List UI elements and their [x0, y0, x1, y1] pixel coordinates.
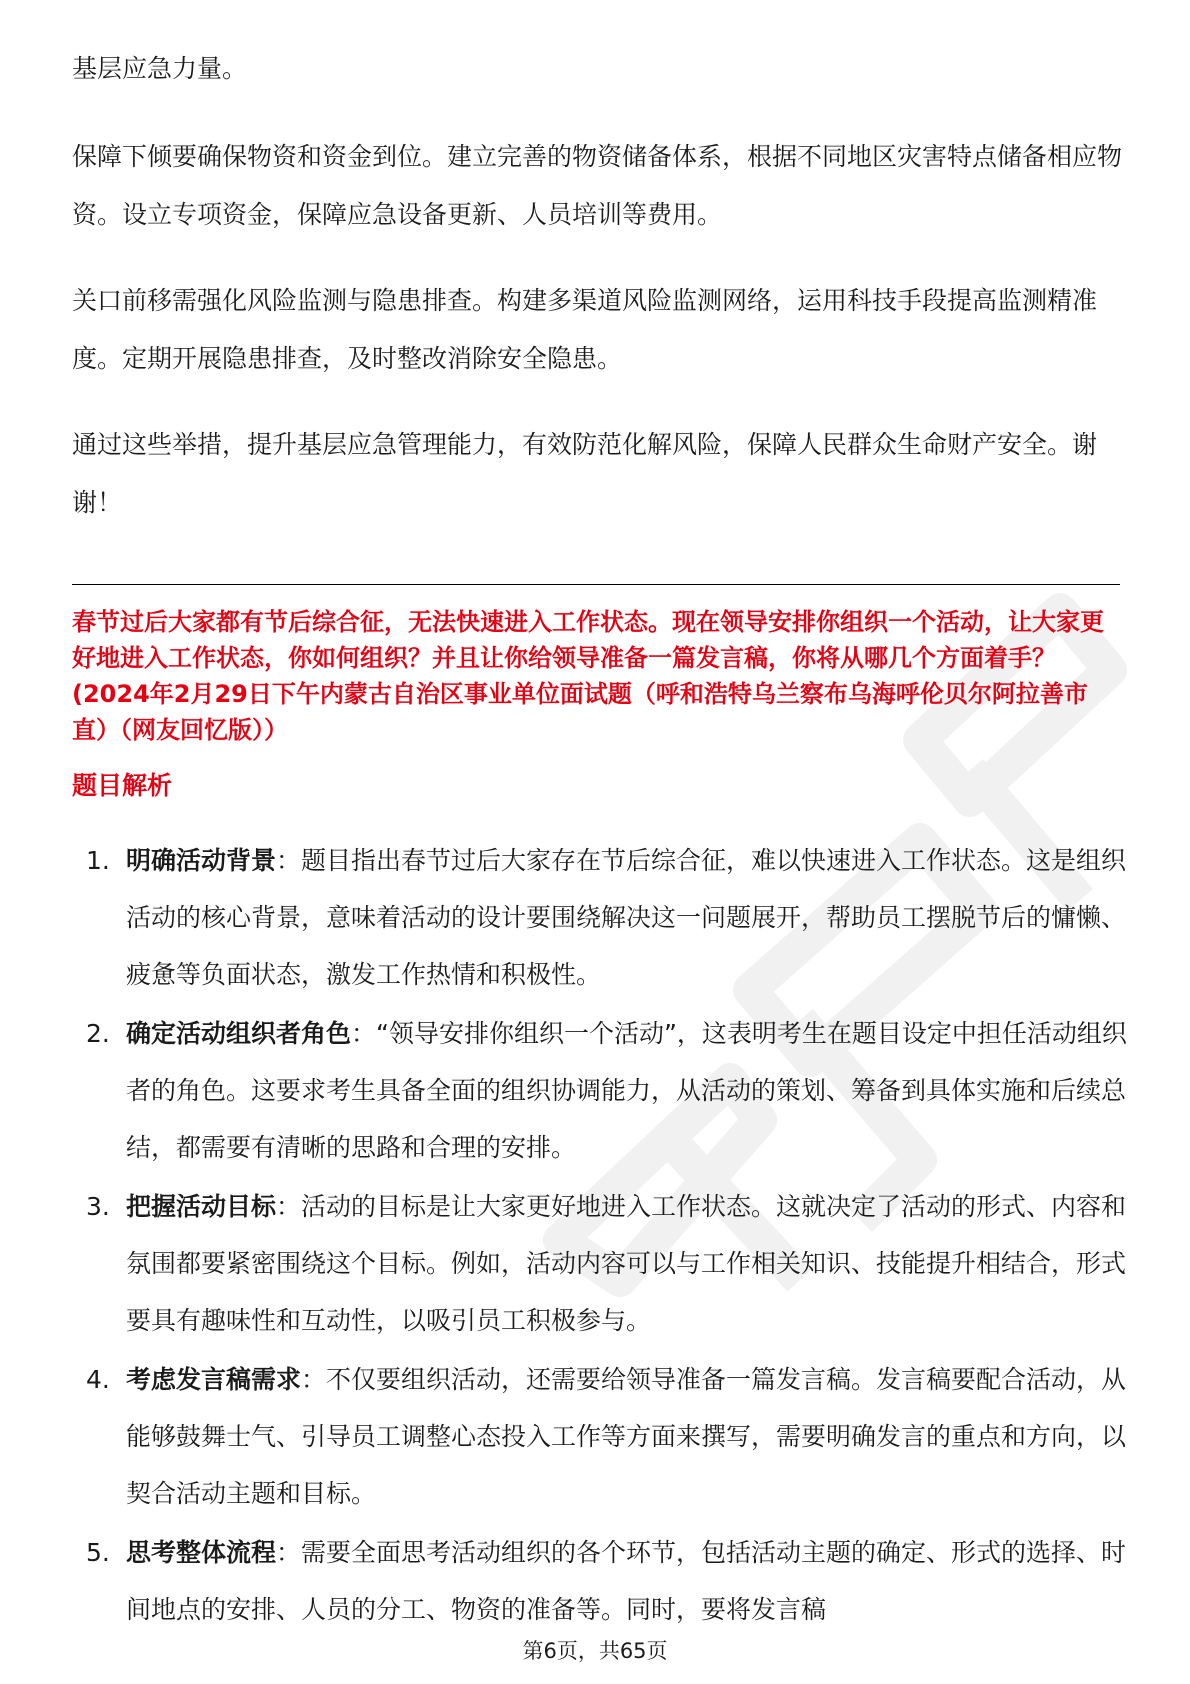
list-item-text: ：“领导安排你组织一个活动”，这表明考生在题目设定中担任活动组织者的角色。这要求考生具备全面的组织协调能力，从活动的策划、筹备到具体实施和后续总结，都需要有清晰的思路和合理的安排。 — [126, 1019, 1127, 1162]
list-item-text: ：题目指出春节过后大家存在节后综合征，难以快速进入工作状态。这是组织活动的核心背景，意味着活动的设计要围绕解决这一问题展开，帮助员工摆脱节后的慵懒、疲惫等负面状态，激发工作热情和积极性。 — [126, 846, 1127, 989]
paragraph-1: 基层应急力量。 — [72, 54, 248, 83]
list-item-lead: 明确活动背景 — [126, 846, 277, 875]
paragraph-3: 关口前移需强化风险监测与隐患排查。构建多渠道风险监测网络，运用科技手段提高监测精准度。定期开展隐患排查，及时整改消除安全隐患。 — [72, 286, 1098, 373]
list-item — [72, 1351, 1132, 1522]
analysis-list — [72, 832, 1132, 1640]
list-item-lead: 考虑发言稿需求 — [126, 1365, 302, 1394]
list-item-lead: 确定活动组织者角色 — [126, 1019, 352, 1048]
list-item-text: ：需要全面思考活动组织的各个环节，包括活动主题的确定、形式的选择、时间地点的安排、人员的分工、物资的准备等。同时，要将发言稿 — [126, 1538, 1127, 1624]
question-heading: 春节过后大家都有节后综合征，无法快速进入工作状态。现在领导安排你组织一个活动，让大家更好地进入工作状态，你如何组织？并且让你给领导准备一篇发言稿，你将从哪几个方面着手？(2024年2月29日下午内蒙古自治区事业单位面试题（呼和浩特乌兰察布乌海呼伦贝尔阿拉善市直）（网友回忆版）） — [72, 608, 1104, 744]
list-item — [72, 1178, 1132, 1349]
list-item-lead: 思考整体流程 — [126, 1538, 277, 1567]
list-item-text: ：不仅要组织活动，还需要给领导准备一篇发言稿。发言稿要配合活动，从能够鼓舞士气、引导员工调整心态投入工作等方面来撰写，需要明确发言的重点和方向，以契合活动主题和目标。 — [126, 1365, 1127, 1508]
list-number: 3. — [86, 1192, 110, 1221]
list-item — [72, 1005, 1132, 1176]
list-number: 5. — [86, 1538, 110, 1567]
list-item-lead: 把握活动目标 — [126, 1192, 277, 1221]
list-number: 2. — [86, 1019, 110, 1048]
list-item-text: ：活动的目标是让大家更好地进入工作状态。这就决定了活动的形式、内容和氛围都要紧密围绕这个目标。例如，活动内容可以与工作相关知识、技能提升相结合，形式要具有趣味性和互动性，以吸引员工积极参与。 — [126, 1192, 1127, 1335]
list-number: 1. — [86, 846, 110, 875]
list-item — [72, 1524, 1132, 1638]
list-item — [72, 832, 1132, 1003]
section-divider — [72, 584, 1120, 585]
paragraph-2: 保障下倾要确保物资和资金到位。建立完善的物资储备体系，根据不同地区灾害特点储备相应物资。设立专项资金，保障应急设备更新、人员培训等费用。 — [72, 142, 1123, 229]
analysis-title: 题目解析 — [72, 771, 173, 800]
paragraph-4: 通过这些举措，提升基层应急管理能力，有效防范化解风险，保障人民群众生命财产安全。谢谢！ — [72, 430, 1098, 517]
page-footer: 第6页，共65页 — [522, 1639, 668, 1663]
list-number: 4. — [86, 1365, 110, 1394]
